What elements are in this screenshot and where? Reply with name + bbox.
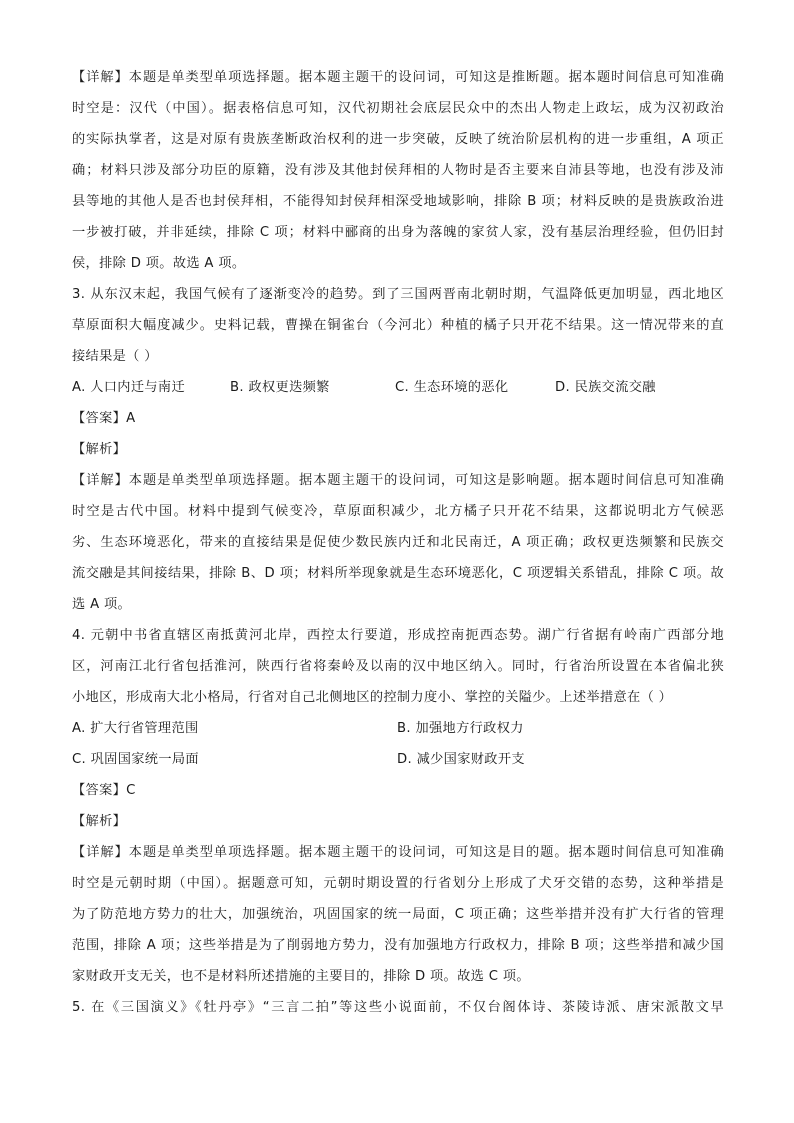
text-line: 范围，排除 A 项；这些举措是为了削弱地方势力，没有加强地方行政权力，排除 B 项；这些举措和减少国: [72, 938, 724, 953]
analysis-label: 【解析】: [72, 442, 127, 457]
question-3: [72, 279, 724, 620]
q4-options-row-2: [72, 744, 724, 775]
question-stem-line: 接结果是（ ）: [72, 349, 158, 364]
question-stem-line: 草原面积大幅度减少。史料记载，曹操在铜雀台（今河北）种植的橘子只开花不结果。这一情况带来的直: [72, 318, 724, 333]
question-stem-line: 小地区，形成南大北小格局，行省对自己北侧地区的控制力度小、掌控的关隘少。上述举措意在（ ）: [72, 690, 673, 705]
question-stem-line: 5. 在《三国演义》《牡丹亭》“三言二拍”等这些小说面前，不仅台阁体诗、茶陵诗派、唐宋派散文早: [72, 1000, 724, 1015]
option-d: D. 民族交流交融: [555, 380, 656, 395]
answer-label: 【答案】A: [72, 411, 136, 426]
q4-options-row-1: [72, 713, 724, 744]
text-line: 选 A 项。: [72, 597, 132, 612]
option-d: D. 减少国家财政开支: [397, 752, 525, 767]
text-line: 时空是：汉代（中国）。据表格信息可知，汉代初期社会底层民众中的杰出人物走上政坛，成为汉初政治: [72, 101, 724, 116]
question-5: [72, 992, 724, 1023]
document-page: [72, 62, 724, 1023]
question-stem-line: 4. 元朝中书省直辖区南抵黄河北岸，西控太行要道，形成控南扼西态势。湖广行省据有岭南广西部分地: [72, 628, 724, 643]
text-line: 劣、生态环境恶化，带来的直接结果是促使少数民族内迁和北民南迁，A 项正确；政权更迭频繁和民族交: [72, 535, 724, 550]
text-line: 确；材料只涉及部分功臣的原籍，没有涉及其他封侯拜相的人物时是否主要来自沛县等地，也没有涉及沛: [72, 163, 724, 178]
text-line: 为了防范地方势力的壮大，加强统治，巩固国家的统一局面，C 项正确；这些举措并没有扩大行省的管理: [72, 907, 724, 922]
option-c: C. 巩固国家统一局面: [72, 752, 199, 767]
text-line: 的实际执掌者，这是对原有贵族垄断政治权利的进一步突破，反映了统治阶层机构的进一步重组，A 项正: [72, 132, 724, 147]
option-a: A. 扩大行省管理范围: [72, 721, 199, 736]
analysis-label: 【解析】: [72, 814, 127, 829]
text-line: 侯，排除 D 项。故选 A 项。: [72, 256, 246, 271]
option-a: A. 人口内迁与南迁: [72, 380, 185, 395]
question-stem-line: 区，河南江北行省包括淮河，陕西行省将秦岭及以南的汉中地区纳入。同时，行省治所设置在本省偏北狭: [72, 659, 724, 674]
text-line: 流交融是其间接结果，排除 B、D 项；材料所举现象就是生态环境恶化，C 项逻辑关系错乱，排除 C 项。故: [72, 566, 724, 581]
option-b: B. 政权更迭频繁: [230, 380, 330, 395]
answer-label: 【答案】C: [72, 783, 136, 798]
text-line: 县等地的其他人是否也封侯拜相，不能得知封侯拜相深受地域影响，排除 B 项；材料反映的是贵族政治进: [72, 194, 724, 209]
option-c: C. 生态环境的恶化: [395, 380, 509, 395]
question-4: [72, 620, 724, 992]
text-line: 时空是元朝时期（中国）。据题意可知，元朝时期设置的行省划分上形成了犬牙交错的态势，这种举措是: [72, 876, 724, 891]
text-line: 时空是古代中国。材料中提到气候变冷，草原面积减少，北方橘子只开花不结果，这都说明北方气候恶: [72, 504, 724, 519]
text-line: 【详解】本题是单类型单项选择题。据本题主题干的设问词，可知这是目的题。据本题时间信息可知准确: [72, 845, 724, 860]
text-line: 一步被打破，并非延续，排除 C 项；材料中郦商的出身为落魄的家贫人家，没有基层治理经验，但仍旧封: [72, 225, 724, 240]
text-line: 【详解】本题是单类型单项选择题。据本题主题干的设问词，可知这是影响题。据本题时间信息可知准确: [72, 473, 724, 488]
q2-detail: [72, 62, 724, 279]
question-stem-line: 3. 从东汉末起，我国气候有了逐渐变冷的趋势。到了三国两晋南北朝时期，气温降低更加明显，西北地区: [72, 287, 724, 302]
text-line: 家财政开支无关，也不是材料所述措施的主要目的，排除 D 项。故选 C 项。: [72, 969, 530, 984]
option-b: B. 加强地方行政权力: [397, 721, 524, 736]
q3-options: [72, 372, 724, 403]
text-line: 【详解】本题是单类型单项选择题。据本题主题干的设问词，可知这是推断题。据本题时间信息可知准确: [72, 70, 724, 85]
